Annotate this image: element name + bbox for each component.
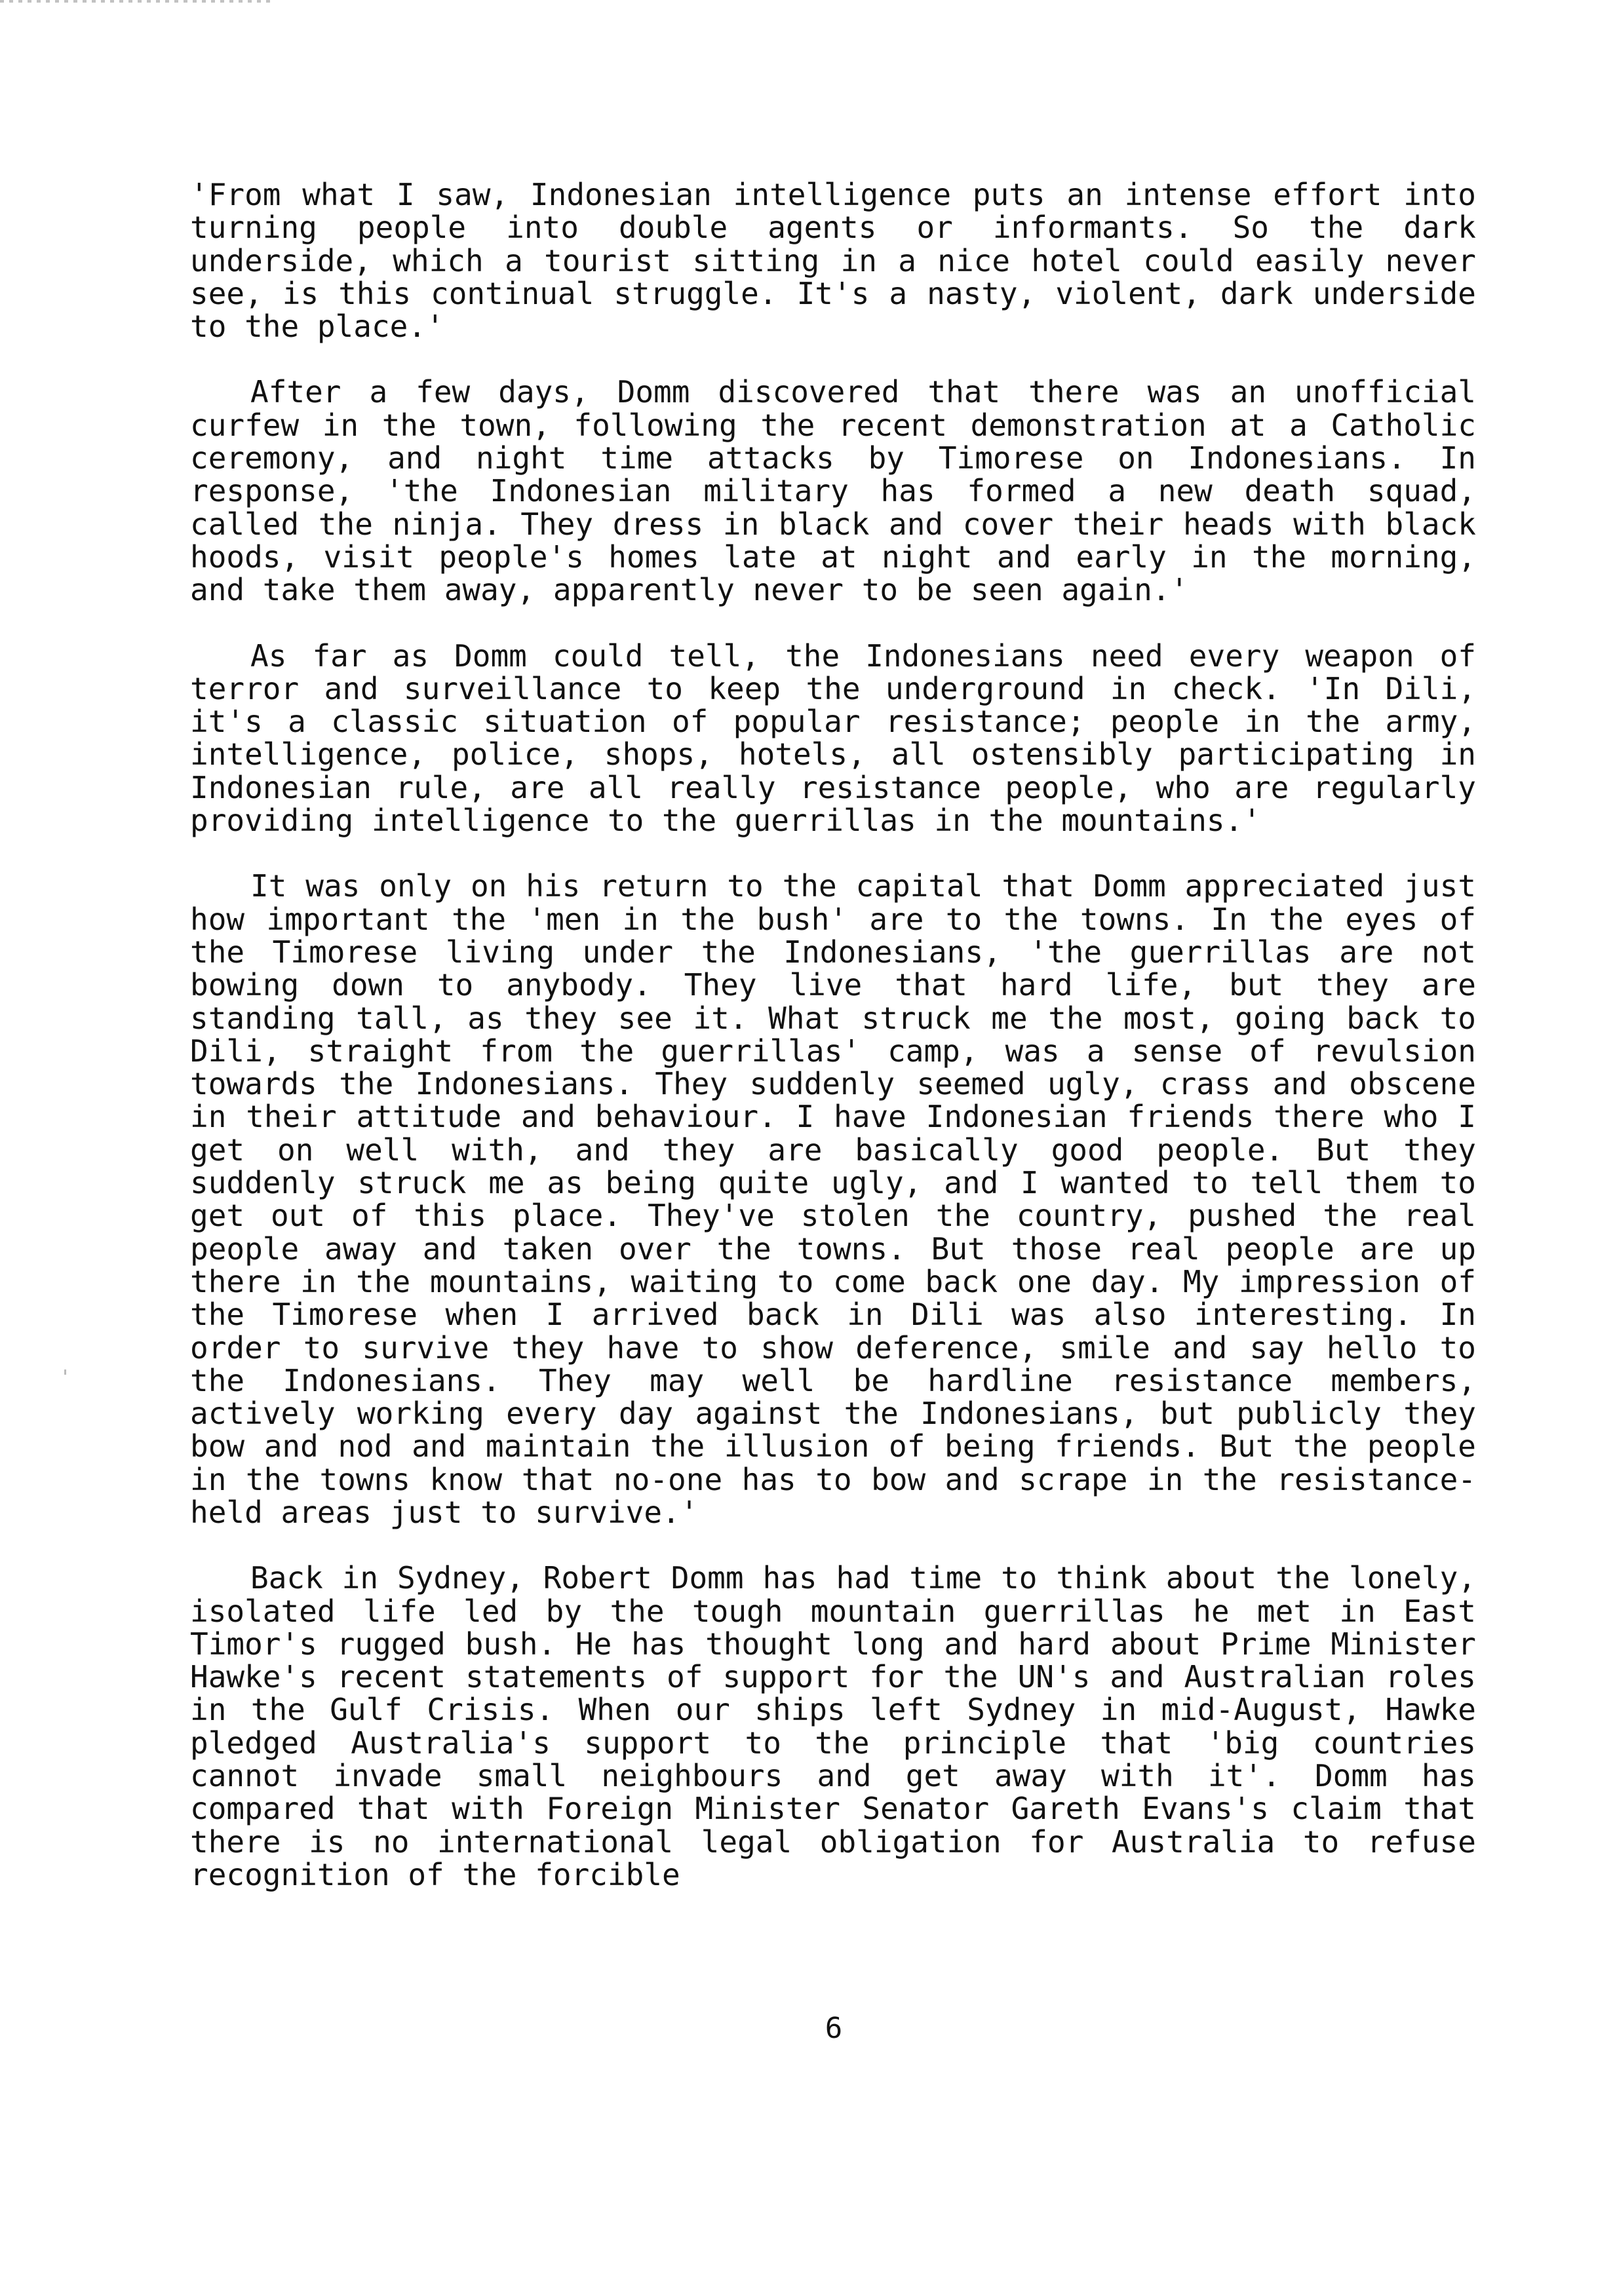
scan-edge-mark	[0, 0, 275, 3]
paragraph-curfew: After a few days, Domm discovered that there was an unofficial curfew in the town, following the recent demonstration at a Catholic ceremony, and night time attacks by Timorese on Indonesians. In response, 'the Indonesian military has formed a new death squad, called the ninja. They dress in black and cover their heads with black hoods, visit people's homes late at night and early in the morning, and take them away, apparently never to be seen again.'	[190, 374, 1476, 608]
body-text	[190, 178, 1476, 1924]
paragraph-return-to-capital: It was only on his return to the capital that Domm appreciated just how important the 'men in the bush' are to the towns. In the eyes of the Timorese living under the Indonesians, 'the guerrillas are not bowing down to anybody. They live that hard life, but they are standing tall, as they see it. What struck me the most, going back to Dili, straight from the guerrillas' camp, was a sense of revulsion towards the Indonesians. They suddenly seemed ugly, crass and obscene in their attitude and behaviour. I have Indonesian friends there who I get on well with, and they are basically good people. But they suddenly struck me as being quite ugly, and I wanted to tell them to get out of this place. They've stolen the country, pushed the real people away and taken over the towns. But those real people are up there in the mountains, waiting to come back one day. My impression of the Timorese when I arrived back in Dili was also interesting. In order to survive they have to show deference, smile and say hello to the Indonesians. They may well be hardline resistance members, actively working every day against the Indonesians, but publicly they bow and nod and maintain the illusion of being friends. But the people in the towns know that no-one has to bow and scrape in the resistance-held areas just to survive.'	[190, 868, 1476, 1530]
page-number: 6	[825, 2012, 843, 2045]
scan-speck	[64, 1369, 66, 1375]
paragraph-quote-intelligence: 'From what I saw, Indonesian intelligence puts an intense effort into turning people into double agents or informants. So the dark underside, which a tourist sitting in a nice hotel could easily never see, is this continual struggle. It's a nasty, violent, dark underside to the place.'	[190, 177, 1476, 345]
paragraph-back-in-sydney: Back in Sydney, Robert Domm has had time to think about the lonely, isolated life led by the tough mountain guerrillas he met in East Timor's rugged bush. He has thought long and hard about Prime Minister Hawke's recent statements of support for the UN's and Australian roles in the Gulf Crisis. When our ships left Sydney in mid-August, Hawke pledged Australia's support to the principle that 'big countries cannot invade small neighbours and get away with it'. Domm has compared that with Foreign Minister Senator Gareth Evans's claim that there is no international legal obligation for Australia to refuse recognition of the forcible	[190, 1560, 1476, 1892]
paragraph-resistance: As far as Domm could tell, the Indonesians need every weapon of terror and surveillance to keep the underground in check. 'In Dili, it's a classic situation of popular resistance; people in the army, intelligence, police, shops, hotels, all ostensibly participating in Indonesian rule, are all really resistance people, who are regularly providing intelligence to the guerrillas in the mountains.'	[190, 638, 1476, 839]
